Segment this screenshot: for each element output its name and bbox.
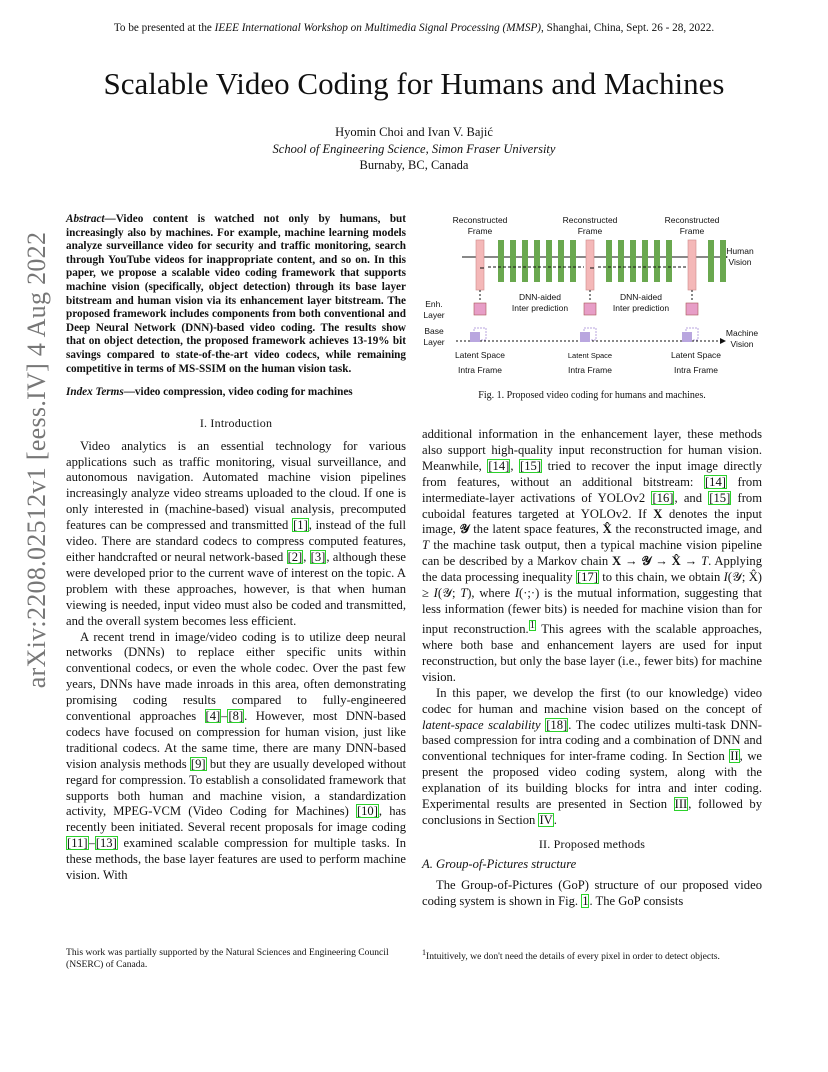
author-block	[0, 124, 828, 174]
paper-title: Scalable Video Coding for Humans and Machines	[103, 66, 725, 101]
italic-term: I	[723, 570, 728, 585]
author-location: Burnaby, BC, Canada	[359, 158, 469, 172]
intra-frame-bar	[688, 240, 696, 290]
svg-text:DNN-aided: DNN-aided	[619, 292, 663, 302]
recon-label-2	[563, 215, 618, 236]
figure-1-caption: Fig. 1. Proposed video coding for humans and machines.	[478, 390, 706, 401]
citation-link[interactable]: [3]	[310, 549, 326, 564]
latent-cube-enh	[474, 303, 486, 315]
italic-term: I	[514, 586, 520, 601]
svg-text:Layer: Layer	[423, 310, 445, 320]
base-layer-label	[423, 326, 444, 347]
svg-text:Reconstructed: Reconstructed	[562, 215, 618, 225]
recon-label-3	[665, 215, 720, 236]
svg-text:Layer: Layer	[423, 337, 445, 347]
footnote-mark: 1	[422, 948, 426, 957]
citation-link[interactable]: 1	[582, 893, 589, 908]
figure-1-diagram	[420, 210, 764, 380]
dnn-label-1	[512, 292, 568, 313]
inter-frame-bar	[666, 240, 672, 282]
inter-frame-bar	[498, 240, 504, 282]
latent-label-2: Latent Space	[567, 351, 613, 360]
latent-cubes	[470, 290, 698, 342]
intra-frame-bar	[586, 240, 594, 290]
inter-frame-bar	[558, 240, 564, 282]
right-paragraph-3: The Group-of-Pictures (GoP) structure of our proposed video coding system is shown in Fig. 1. The GoP consists	[422, 877, 762, 908]
frame-sequence	[476, 240, 726, 290]
recon-label-1	[453, 215, 508, 236]
citation-link[interactable]: [17]	[576, 570, 598, 585]
svg-text:Human: Human	[726, 246, 754, 256]
right-paragraph-1: additional information in the enhancement layer, these methods also support high-quality input reconstruction for human vision. Meanwhile, [14], [15] tried to recover the input image directly from features, without an additional bitstream: [14] from intermediate-layer activations of YOLOv2 [16], and [15] from cuboidal features targeted at YOLOv2. If X denotes the input image, 𝒴 the latent space features, X̂ the reconstructed image, and T the machine task output, then a typical machine vision pipeline can be described by a Markov chain X → 𝒴 → X̂ → T. Applying the data processing inequality [17] to this chain, we obtain I(𝒴; X̂) ≥ I(𝒴; T), where I(·;·) is the mutual information, suggesting that less information (fewer bits) is needed for machine vision than for input reconstruction.$^1$ This agrees with the scalable approaches, where both base and enhancement layers are used for input reconstruction, but only the base layer (i.e., fewer bits) for machine vision.	[422, 427, 763, 684]
intra-label-2: Intra Frame	[568, 365, 612, 375]
author-affiliation: School of Engineering Science, Simon Fraser University	[272, 141, 556, 156]
svg-text:Enh.: Enh.	[425, 299, 443, 309]
math-symbol: 𝒴	[459, 522, 470, 537]
citation-link[interactable]: II	[730, 749, 739, 764]
machine-axis-arrowhead	[720, 338, 726, 344]
inter-frame-bar	[606, 240, 612, 282]
citation-link[interactable]: [10]	[356, 804, 378, 819]
citation-link[interactable]: [11]	[67, 836, 88, 851]
italic-term: T	[701, 554, 709, 569]
inter-frame-bar	[654, 240, 660, 282]
svg-text:Vision: Vision	[730, 339, 754, 349]
intra-frame-bar	[476, 240, 484, 290]
human-vision-label	[726, 246, 754, 267]
subsection-heading-gop: A. Group-of-Pictures structure	[422, 856, 577, 871]
citation-link[interactable]: [15]	[709, 490, 731, 505]
svg-text:DNN-aided: DNN-aided	[518, 292, 562, 302]
svg-text:Frame: Frame	[679, 226, 705, 236]
math-symbol: X̂	[602, 522, 612, 537]
svg-text:Vision: Vision	[728, 257, 752, 267]
right-paragraph-2: In this paper, we develop the first (to our knowledge) video codec for human and machine vision based on the concept of latent-space scalability [18]. The codec utilizes multi-task DNN-based compression for intra coding and a combination of DNN and conventional techniques for inter-frame coding. In Section II, we present the proposed video coding system, along with the explanation of its building blocks for intra and inter coding. Experimental results are presented in Section III, followed by conclusions in Section IV.	[422, 685, 763, 827]
citation-link[interactable]: [14]	[704, 474, 726, 489]
citation-link[interactable]: [16]	[652, 490, 674, 505]
inter-frame-bar	[642, 240, 648, 282]
section-heading-introduction: I. Introduction	[199, 415, 273, 430]
svg-text:Inter prediction: Inter prediction	[612, 303, 670, 313]
math-symbol: X	[653, 506, 663, 521]
footnote-1-text: Intuitively, we don't need the details of every pixel in order to detect objects.	[426, 951, 720, 963]
svg-text:Reconstructed: Reconstructed	[452, 215, 508, 225]
inter-frame-bar	[618, 240, 624, 282]
svg-text:Inter prediction: Inter prediction	[511, 303, 569, 313]
author-names: Hyomin Choi and Ivan V. Bajić	[335, 125, 493, 139]
italic-term: T	[422, 538, 430, 553]
intra-label-3: Intra Frame	[674, 365, 718, 375]
inter-frame-bar	[570, 240, 576, 282]
section-heading-proposed: II. Proposed methods	[538, 836, 646, 851]
math-symbol: X	[612, 554, 622, 569]
math-symbol: X̂	[671, 554, 681, 569]
citation-link[interactable]: [1]	[293, 518, 308, 533]
venue-header: To be presented at the IEEE International Workshop on Multimedia Signal Processing (MMSP), Shanghai, China, Sept. 26 - 28, 2022.	[113, 22, 715, 34]
latent-cube-enh	[584, 303, 596, 315]
left-column	[66, 213, 406, 884]
latent-cube-enh	[686, 303, 698, 315]
enh-layer-label	[423, 299, 444, 320]
svg-text:Reconstructed: Reconstructed	[664, 215, 720, 225]
inter-frame-bar	[534, 240, 540, 282]
intra-label-1: Intra Frame	[458, 365, 502, 375]
italic-term: I	[433, 586, 438, 601]
abstract: Abstract—Video content is watched not only by humans, but increasingly also by machines. For example, machine learning models analyze surveillance video for security and traffic monitoring, search through YouTube videos for inappropriate content, and so on. In this paper, we propose a scalable video coding framework that supports machine vision (specifically, object detection) through its base layer bitstream and human vision via its enhancement layer bitstream. The proposed framework includes components from both conventional and Deep Neural Network (DNN)-based video coding. The results show that on object detection, the proposed framework achieves 13-19% bit savings compared to state-of-the-art video codecs, while remaining competitive in terms of MS-SSIM on the human vision task.	[66, 213, 406, 375]
citation-link[interactable]: III	[674, 797, 688, 812]
math-symbol: 𝒴	[641, 554, 652, 569]
citation-link[interactable]: [15]	[520, 458, 542, 473]
svg-text:Frame: Frame	[577, 226, 603, 236]
inter-frame-bar	[630, 240, 636, 282]
inter-frame-bar	[720, 240, 726, 282]
citation-link[interactable]: [9]	[190, 756, 206, 771]
citation-link[interactable]: [13]	[95, 836, 117, 851]
footnote-funding: This work was partially supported by the Natural Sciences and Engineering Council (NSERC) of Canada.	[66, 947, 389, 970]
machine-vision-label	[726, 328, 758, 349]
citation-link[interactable]: IV	[539, 812, 553, 827]
italic-term: T	[460, 586, 468, 601]
inter-frame-bar	[510, 240, 516, 282]
svg-text:Frame: Frame	[467, 226, 493, 236]
citation-link[interactable]: [8]	[228, 709, 244, 724]
citation-link[interactable]: [14]	[488, 458, 510, 473]
inter-frame-bar	[546, 240, 552, 282]
latent-cube-base-front	[580, 332, 590, 342]
intro-paragraph-2: A recent trend in image/video coding is to utilize deep neural networks (DNNs) to replace either specific units within conventional codecs, or even the whole codec. Over the past few years, DNNs have made inroads in this area, often demonstrating promising coding results compared to fully-engineered conventional approaches [4]–[8]. However, most DNN-based codecs have focused on compression for human vision, just like traditional codecs. At the same time, there are many DNN-based vision analysis methods [9] but they are usually developed without regard for compression. To establish a consolidated framework that supports both human and machine vision, a standardization activity, MPEG-VCM (Video Coding for Machines) [10], has recently been initiated. Several recent proposals for image coding [11]–[13] examined scalable compression for multiple tasks. In these methods, the base layer features are used to perform machine vision. With	[66, 629, 406, 883]
inter-frame-bar	[708, 240, 714, 282]
footnote-ref[interactable]: 1	[529, 619, 535, 631]
dnn-label-2	[613, 292, 669, 313]
intro-paragraph-1: Video analytics is an essential technology for various applications such as traffic monitoring, visual surveillance, and autonomous navigation. Automated machine vision pipelines increasingly analyze video streams uploaded to the cloud. If one is only interested in (machine-based) visual analysis, precomputed features can be compressed and transmitted [1], instead of the full video. There are standard codecs to compress computed features, either handcrafted or neural network-based [2], [3], although these were developed prior to the current wave of interest on the topic. A problem with these approaches, however, is that when human viewing is needed, input video must also be coded and transmitted, and the overall system becomes less efficient.	[66, 438, 406, 628]
svg-text:Machine: Machine	[725, 328, 759, 338]
footnote-1	[422, 947, 762, 963]
inter-frame-bar	[522, 240, 528, 282]
svg-text:Base: Base	[424, 326, 444, 336]
latent-label-1: Latent Space	[454, 350, 506, 360]
arxiv-stamp: arXiv:2208.02512v1 [eess.IV] 4 Aug 2022	[22, 231, 51, 689]
italic-term: latent-space scalability	[422, 717, 541, 732]
citation-link[interactable]: [18]	[546, 717, 568, 732]
latent-cube-base-front	[470, 332, 480, 342]
citation-link[interactable]: [4]	[205, 709, 221, 724]
latent-label-3: Latent Space	[670, 350, 722, 360]
index-terms: Index Terms—video compression, video coding for machines	[66, 386, 353, 399]
right-column	[422, 427, 762, 909]
citation-link[interactable]: [2]	[287, 549, 303, 564]
latent-cube-base-front	[682, 332, 692, 342]
